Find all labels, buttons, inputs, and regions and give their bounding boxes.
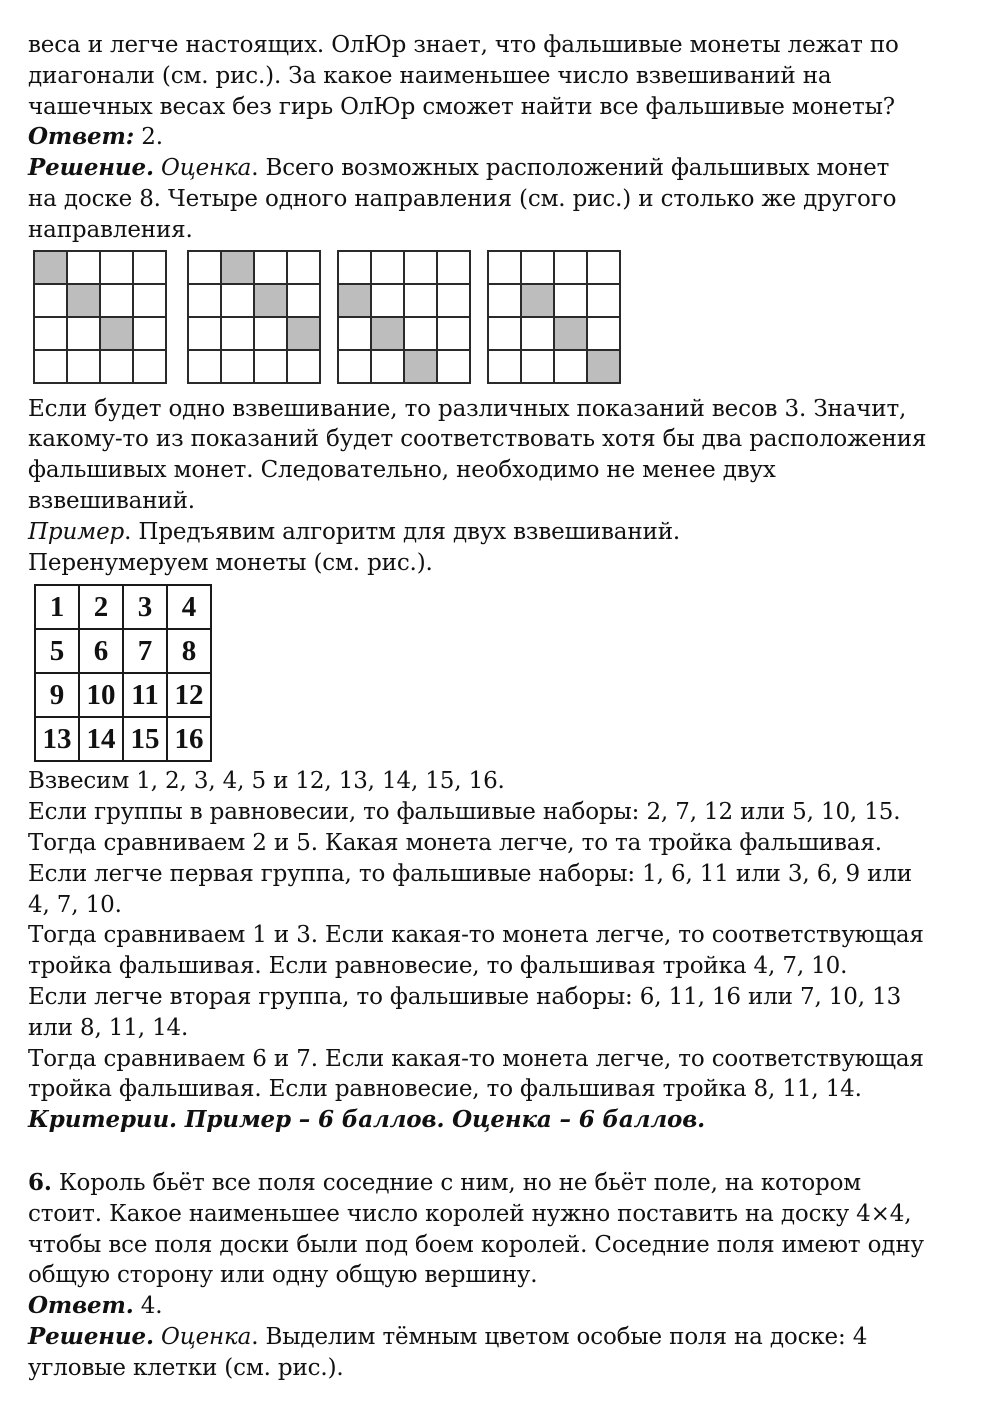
spacer (28, 1136, 978, 1168)
grid-cell (555, 351, 588, 384)
grid-cell (134, 285, 167, 318)
grid-cell (372, 351, 405, 384)
grid-cell (35, 351, 68, 384)
weighing-line: или 8, 11, 14. (28, 1014, 189, 1041)
number-grid-cell: 14 (79, 717, 123, 761)
grid-cell (522, 351, 555, 384)
number-grid-cell: 11 (123, 673, 167, 717)
number-grid-cell: 15 (123, 717, 167, 761)
grid-cell (372, 252, 405, 285)
grid-cell-shaded (101, 318, 134, 351)
number-grid-cell: 4 (167, 585, 211, 629)
grid-cell-shaded (68, 285, 101, 318)
grid-cell (68, 351, 101, 384)
criteria-line: Критерии. Пример – 6 баллов. Оценка – 6 баллов. (28, 1106, 706, 1134)
answer-label: Ответ: (28, 123, 135, 151)
solution-label: Решение. (28, 1322, 154, 1350)
grid-cell (489, 285, 522, 318)
grid-cell (339, 351, 372, 384)
grid-cell-shaded (555, 318, 588, 351)
grid-cell (555, 252, 588, 285)
weighing-line: Если легче вторая группа, то фальшивые наборы: 6, 11, 16 или 7, 10, 13 (28, 983, 902, 1010)
weighing-line: 4, 7, 10. (28, 891, 122, 918)
document-page (28, 30, 978, 1384)
diagonal-figure-1 (33, 250, 167, 384)
grid-cell (372, 285, 405, 318)
grid-cell-shaded (588, 351, 621, 384)
estimate-label: Оценка (153, 155, 252, 182)
grid-cell (288, 351, 321, 384)
solution-label: Решение. (28, 154, 154, 182)
problem6-text: Король бьёт все поля соседние с ним, но не бьёт поле, на котором (51, 1169, 862, 1196)
grid-cell-shaded (222, 252, 255, 285)
grid-cell (222, 285, 255, 318)
grid-cell (68, 318, 101, 351)
example-text: . Предъявим алгоритм для двух взвешиваний. (124, 518, 681, 545)
problem5-text-line: диагонали (см. рис.). За какое наименьшее число взвешиваний на (28, 62, 832, 89)
weighing-line: Тогда сравниваем 6 и 7. Если какая-то монета легче, то соответствующая (28, 1045, 924, 1072)
problem5-text-line: веса и легче настоящих. ОлЮр знает, что фальшивые монеты лежат по (28, 32, 899, 58)
grid-cell (68, 252, 101, 285)
grid-cell (35, 285, 68, 318)
number-grid-row (35, 585, 211, 629)
grid-cell (189, 285, 222, 318)
coin-number-grid (34, 584, 212, 762)
grid-cell (489, 351, 522, 384)
number-grid-cell: 6 (79, 629, 123, 673)
problem6-number: 6. (28, 1168, 52, 1196)
number-grid-cell: 5 (35, 629, 79, 673)
number-grid-cell: 7 (123, 629, 167, 673)
grid-cell (438, 318, 471, 351)
grid-cell (588, 285, 621, 318)
grid-cell-shaded (339, 285, 372, 318)
grid-cell (222, 318, 255, 351)
number-grid-cell: 8 (167, 629, 211, 673)
number-grid-cell: 1 (35, 585, 79, 629)
grid-cell (134, 351, 167, 384)
weighing-line: Взвесим 1, 2, 3, 4, 5 и 12, 13, 14, 15, 16. (28, 768, 505, 795)
grid-cell (101, 351, 134, 384)
answer-value: 2. (134, 124, 163, 151)
grid-cell (134, 318, 167, 351)
renumber-line: Перенумеруем монеты (см. рис.). (28, 549, 433, 576)
weighing-line: тройка фальшивая. Если равновесие, то фальшивая тройка 8, 11, 14. (28, 1076, 862, 1103)
number-grid-cell: 16 (167, 717, 211, 761)
grid-cell-shaded (288, 318, 321, 351)
weighing-line: Если группы в равновесии, то фальшивые наборы: 2, 7, 12 или 5, 10, 15. (28, 799, 901, 826)
grid-cell (522, 318, 555, 351)
grid-cell (339, 318, 372, 351)
grid-cell (222, 351, 255, 384)
problem6-text-line: стоит. Какое наименьшее число королей нужно поставить на доску 4×4, (28, 1200, 912, 1227)
number-grid-row (35, 673, 211, 717)
paragraph-line: какому-то из показаний будет соответствовать хотя бы два расположения (28, 426, 927, 453)
answer-label: Ответ. (28, 1292, 134, 1320)
number-grid-cell: 9 (35, 673, 79, 717)
weighing-line: тройка фальшивая. Если равновесие, то фальшивая тройка 4, 7, 10. (28, 953, 848, 980)
number-grid-cell: 12 (167, 673, 211, 717)
answer-line (28, 122, 978, 153)
problem6-line (28, 1168, 978, 1199)
grid-cell (522, 252, 555, 285)
grid-cell (555, 285, 588, 318)
solution-line (28, 153, 978, 184)
diagonal-figure-4 (487, 250, 621, 384)
weighing-line: Если легче первая группа, то фальшивые наборы: 1, 6, 11 или 3, 6, 9 или (28, 860, 912, 887)
grid-cell-shaded (35, 252, 68, 285)
grid-cell (438, 252, 471, 285)
grid-cell (134, 252, 167, 285)
estimate-label: Оценка (153, 1323, 252, 1350)
number-grid-row (35, 717, 211, 761)
number-grid-cell: 3 (123, 585, 167, 629)
example-line (28, 517, 978, 548)
example-label: Пример (28, 518, 125, 545)
problem5-text-line: чашечных весах без гирь ОлЮр сможет найти все фальшивые монеты? (28, 93, 895, 120)
grid-cell (288, 285, 321, 318)
grid-cell (405, 285, 438, 318)
solution-text-line: направления. (28, 216, 193, 243)
grid-cell-shaded (372, 318, 405, 351)
solution-text: . Всего возможных расположений фальшивых монет (251, 155, 890, 182)
diagonal-figures (28, 250, 978, 392)
grid-cell-shaded (255, 285, 288, 318)
paragraph-line: фальшивых монет. Следовательно, необходимо не менее двух (28, 457, 776, 484)
grid-cell (35, 318, 68, 351)
solution-text-line: на доске 8. Четыре одного направления (см. рис.) и столько же другого (28, 185, 897, 212)
weighing-line: Тогда сравниваем 1 и 3. Если какая-то монета легче, то соответствующая (28, 922, 924, 949)
diagonal-figure-3 (337, 250, 471, 384)
diagonal-figure-2 (187, 250, 321, 384)
grid-cell (438, 285, 471, 318)
solution-text: . Выделим тёмным цветом особые поля на доске: 4 (251, 1323, 868, 1350)
grid-cell (189, 252, 222, 285)
grid-cell (339, 252, 372, 285)
number-grid-cell: 2 (79, 585, 123, 629)
grid-cell (489, 252, 522, 285)
grid-cell (405, 252, 438, 285)
grid-cell (489, 318, 522, 351)
problem6-text-line: чтобы все поля доски были под боем королей. Соседние поля имеют одну (28, 1231, 924, 1258)
number-grid-row (35, 629, 211, 673)
grid-cell (588, 318, 621, 351)
number-grid-cell: 10 (79, 673, 123, 717)
grid-cell (101, 285, 134, 318)
grid-cell (255, 351, 288, 384)
answer-value: 4. (133, 1293, 163, 1320)
solution-text-line: угловые клетки (см. рис.). (28, 1354, 344, 1381)
grid-cell (438, 351, 471, 384)
solution-line (28, 1322, 978, 1353)
problem6-text-line: общую сторону или одну общую вершину. (28, 1262, 538, 1289)
grid-cell-shaded (522, 285, 555, 318)
grid-cell (588, 252, 621, 285)
number-grid-cell: 13 (35, 717, 79, 761)
grid-cell (255, 318, 288, 351)
paragraph-line: взвешиваний. (28, 487, 195, 514)
answer-line (28, 1291, 978, 1322)
paragraph-line: Если будет одно взвешивание, то различных показаний весов 3. Значит, (28, 395, 907, 422)
grid-cell (255, 252, 288, 285)
grid-cell (189, 318, 222, 351)
grid-cell (288, 252, 321, 285)
grid-cell (405, 318, 438, 351)
grid-cell (189, 351, 222, 384)
grid-cell (101, 252, 134, 285)
grid-cell-shaded (405, 351, 438, 384)
weighing-line: Тогда сравниваем 2 и 5. Какая монета легче, то та тройка фальшивая. (28, 829, 882, 856)
